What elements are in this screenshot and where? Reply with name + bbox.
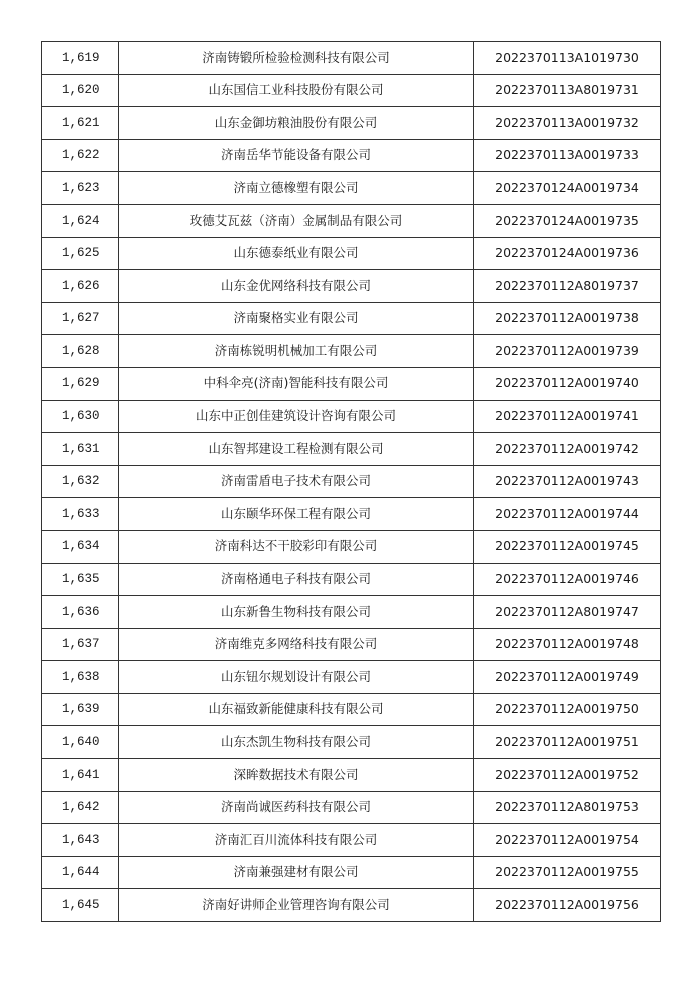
registration-code-cell: 2022370124A0019735: [474, 204, 661, 237]
company-name-cell: 山东钮尔规划设计有限公司: [119, 661, 474, 694]
row-number-cell: 1,629: [42, 367, 119, 400]
registration-code-cell: 2022370112A0019751: [474, 726, 661, 759]
row-number-cell: 1,636: [42, 596, 119, 629]
row-number-cell: 1,626: [42, 270, 119, 303]
table-row: [42, 563, 661, 596]
table-row: [42, 726, 661, 759]
company-name-cell: 济南岳华节能设备有限公司: [119, 139, 474, 172]
row-number-cell: 1,633: [42, 498, 119, 531]
registration-code-cell: 2022370112A8019747: [474, 596, 661, 629]
registration-code-cell: 2022370112A0019746: [474, 563, 661, 596]
row-number-cell: 1,645: [42, 889, 119, 922]
table-row: [42, 759, 661, 792]
row-number-cell: 1,634: [42, 530, 119, 563]
row-number-cell: 1,620: [42, 74, 119, 107]
row-number-cell: 1,630: [42, 400, 119, 433]
row-number-cell: 1,640: [42, 726, 119, 759]
row-number-cell: 1,625: [42, 237, 119, 270]
registration-code-cell: 2022370113A0019732: [474, 107, 661, 140]
company-name-cell: 济南栋锐明机械加工有限公司: [119, 335, 474, 368]
table-row: [42, 270, 661, 303]
company-registry-table: [41, 41, 661, 922]
row-number-cell: 1,639: [42, 693, 119, 726]
table-row: [42, 856, 661, 889]
table-body: [42, 42, 661, 922]
registration-code-cell: 2022370112A0019742: [474, 433, 661, 466]
table-row: [42, 237, 661, 270]
registration-code-cell: 2022370112A0019755: [474, 856, 661, 889]
registration-code-cell: 2022370124A0019734: [474, 172, 661, 205]
registration-code-cell: 2022370124A0019736: [474, 237, 661, 270]
company-name-cell: 山东中正创佳建筑设计咨询有限公司: [119, 400, 474, 433]
company-name-cell: 济南立德橡塑有限公司: [119, 172, 474, 205]
registration-code-cell: 2022370112A0019752: [474, 759, 661, 792]
company-name-cell: 山东颐华环保工程有限公司: [119, 498, 474, 531]
row-number-cell: 1,632: [42, 465, 119, 498]
company-name-cell: 济南好讲师企业管理咨询有限公司: [119, 889, 474, 922]
row-number-cell: 1,643: [42, 824, 119, 857]
table-row: [42, 791, 661, 824]
table-row: [42, 433, 661, 466]
registration-code-cell: 2022370112A0019743: [474, 465, 661, 498]
table-row: [42, 661, 661, 694]
company-name-cell: 济南维克多网络科技有限公司: [119, 628, 474, 661]
registration-code-cell: 2022370113A8019731: [474, 74, 661, 107]
table-row: [42, 400, 661, 433]
row-number-cell: 1,619: [42, 42, 119, 75]
table-row: [42, 204, 661, 237]
row-number-cell: 1,644: [42, 856, 119, 889]
company-name-cell: 济南聚格实业有限公司: [119, 302, 474, 335]
registration-code-cell: 2022370112A0019745: [474, 530, 661, 563]
company-name-cell: 济南格通电子科技有限公司: [119, 563, 474, 596]
company-name-cell: 山东杰凯生物科技有限公司: [119, 726, 474, 759]
table-row: [42, 465, 661, 498]
company-name-cell: 济南兼强建材有限公司: [119, 856, 474, 889]
row-number-cell: 1,642: [42, 791, 119, 824]
registration-code-cell: 2022370113A0019733: [474, 139, 661, 172]
registration-code-cell: 2022370112A0019756: [474, 889, 661, 922]
row-number-cell: 1,638: [42, 661, 119, 694]
table-row: [42, 172, 661, 205]
registration-code-cell: 2022370112A0019754: [474, 824, 661, 857]
table-row: [42, 107, 661, 140]
company-name-cell: 中科伞亮(济南)智能科技有限公司: [119, 367, 474, 400]
table-row: [42, 628, 661, 661]
row-number-cell: 1,621: [42, 107, 119, 140]
company-name-cell: 山东德泰纸业有限公司: [119, 237, 474, 270]
company-name-cell: 山东金优网络科技有限公司: [119, 270, 474, 303]
table-row: [42, 498, 661, 531]
company-name-cell: 济南尚诚医药科技有限公司: [119, 791, 474, 824]
row-number-cell: 1,627: [42, 302, 119, 335]
company-name-cell: 济南科达不干胶彩印有限公司: [119, 530, 474, 563]
row-number-cell: 1,623: [42, 172, 119, 205]
company-name-cell: 山东国信工业科技股份有限公司: [119, 74, 474, 107]
company-name-cell: 深眸数据技术有限公司: [119, 759, 474, 792]
row-number-cell: 1,624: [42, 204, 119, 237]
company-name-cell: 山东智邦建设工程检测有限公司: [119, 433, 474, 466]
company-name-cell: 玫德艾瓦兹（济南）金属制品有限公司: [119, 204, 474, 237]
registration-code-cell: 2022370112A0019749: [474, 661, 661, 694]
registration-code-cell: 2022370112A0019744: [474, 498, 661, 531]
row-number-cell: 1,631: [42, 433, 119, 466]
table-row: [42, 74, 661, 107]
company-name-cell: 山东福致新能健康科技有限公司: [119, 693, 474, 726]
registration-code-cell: 2022370112A0019738: [474, 302, 661, 335]
table-row: [42, 824, 661, 857]
registration-code-cell: 2022370113A1019730: [474, 42, 661, 75]
table-row: [42, 367, 661, 400]
table-row: [42, 42, 661, 75]
registration-code-cell: 2022370112A0019739: [474, 335, 661, 368]
company-name-cell: 济南雷盾电子技术有限公司: [119, 465, 474, 498]
row-number-cell: 1,637: [42, 628, 119, 661]
company-name-cell: 济南汇百川流体科技有限公司: [119, 824, 474, 857]
row-number-cell: 1,635: [42, 563, 119, 596]
table-row: [42, 889, 661, 922]
registration-code-cell: 2022370112A0019748: [474, 628, 661, 661]
row-number-cell: 1,641: [42, 759, 119, 792]
company-name-cell: 山东新鲁生物科技有限公司: [119, 596, 474, 629]
table-row: [42, 335, 661, 368]
table-row: [42, 530, 661, 563]
table-row: [42, 693, 661, 726]
row-number-cell: 1,622: [42, 139, 119, 172]
registration-code-cell: 2022370112A8019753: [474, 791, 661, 824]
row-number-cell: 1,628: [42, 335, 119, 368]
table-row: [42, 302, 661, 335]
company-name-cell: 山东金御坊粮油股份有限公司: [119, 107, 474, 140]
company-name-cell: 济南铸锻所检验检测科技有限公司: [119, 42, 474, 75]
registration-code-cell: 2022370112A0019750: [474, 693, 661, 726]
registration-code-cell: 2022370112A0019740: [474, 367, 661, 400]
registration-code-cell: 2022370112A8019737: [474, 270, 661, 303]
registration-code-cell: 2022370112A0019741: [474, 400, 661, 433]
table-row: [42, 139, 661, 172]
table-row: [42, 596, 661, 629]
